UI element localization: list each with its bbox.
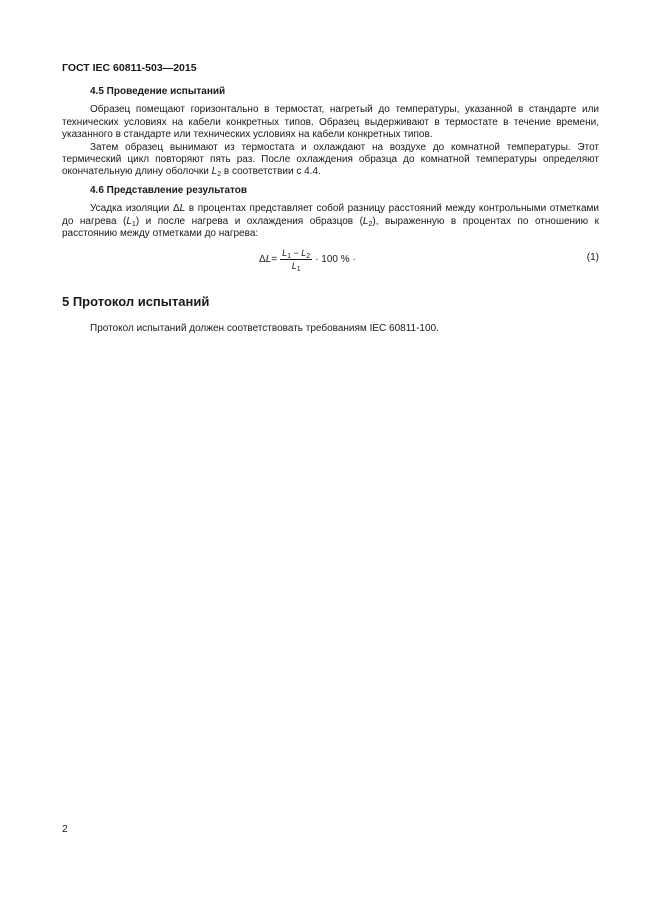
section-5-paragraph-1: Протокол испытаний должен соответствовать требованиям IEC 60811-100. (90, 322, 439, 334)
section-4-5-heading: 4.5 Проведение испытаний (90, 86, 226, 97)
page-content (62, 86, 599, 335)
equation-number: (1) (586, 252, 599, 264)
formula-expression: Δ L = $\frac{L_1 - L_2}{L_1}$ · 100 % · (259, 248, 356, 274)
section-5-heading: 5 Протокол испытаний (62, 294, 210, 310)
fraction-numerator: $L_1 - L_2$ (282, 248, 311, 261)
fraction-denominator: $L_1$ (291, 261, 301, 274)
section-4-5-paragraph-1: Образец помещают горизонтально в термостат, нагретый до температуры, указанной в стандарте или технических условиях на кабели конкретных типов. Образец выдерживают в термостате в течение времени, указанного в стандарте или технических условиях на кабели конкретных типов. (62, 104, 599, 141)
document-code-header: ГОСТ IEC 60811-503—2015 (62, 62, 197, 74)
section-4-6-heading: 4.6 Представление результатов (90, 184, 248, 196)
page-number: 2 (62, 823, 68, 835)
formula-fraction (280, 248, 312, 274)
section-4-6-paragraph-1: Усадка изоляции ΔL в процентах представляет собой разницу расстояний между контрольными отметками до нагрева $(L_1)$ и после нагрева и охлаждения образцов $(L_2)$, выраженную в процентах по отношению к расстоянию между отметками до нагрева: (62, 203, 600, 240)
formula-1 (62, 246, 599, 272)
section-4-5-paragraph-2: Затем образец вынимают из термостата и охлаждают на воздухе до комнатной температуры. Этот термический цикл повторяют пять раз. После охлаждения образца до комнатной температуры определяют окончательную длину оболочки $L_2$ в соответствии с 4.4. (62, 141, 599, 179)
